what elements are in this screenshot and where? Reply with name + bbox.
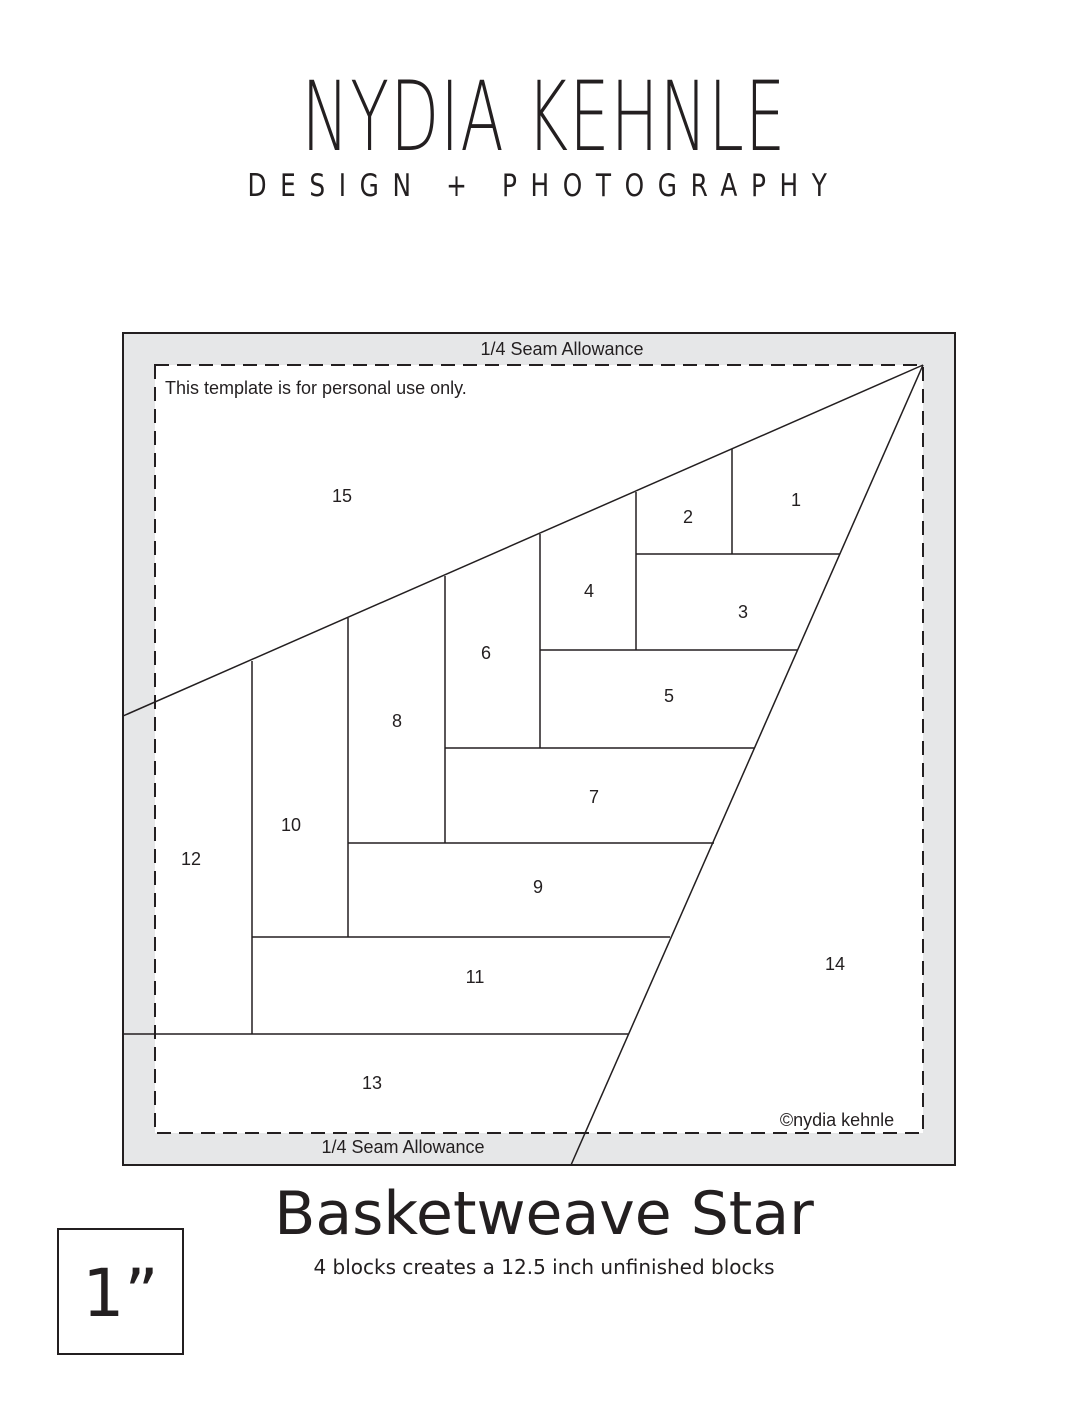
usage-note: This template is for personal use only. — [165, 378, 467, 398]
copyright-note: ©nydia kehnle — [779, 1110, 895, 1130]
piece-number-15: 15 — [331, 486, 353, 506]
scale-check-square — [57, 1228, 184, 1355]
scale-check-label: 1” — [82, 1255, 159, 1332]
piece-number-8: 8 — [391, 711, 403, 731]
piece-number-4: 4 — [583, 581, 595, 601]
piece-number-14: 14 — [824, 954, 846, 974]
pattern-subtitle: 4 blocks creates a 12.5 inch unfinished blocks — [313, 1255, 775, 1279]
finished-area — [155, 365, 923, 1133]
piece-number-7: 7 — [588, 787, 600, 807]
seam-allowance-top-label: 1/4 Seam Allowance — [480, 339, 644, 359]
piece-number-12: 12 — [180, 849, 202, 869]
piece-number-11: 11 — [465, 967, 485, 987]
piece-number-3: 3 — [737, 602, 749, 622]
piece-number-9: 9 — [532, 877, 544, 897]
logo-tagline: DESIGN + PHOTOGRAPHY — [247, 168, 841, 204]
piece-number-6: 6 — [480, 643, 492, 663]
piece-number-13: 13 — [361, 1073, 383, 1093]
piece-number-5: 5 — [663, 686, 675, 706]
piece-number-1: 1 — [790, 490, 802, 510]
piece-number-10: 10 — [280, 815, 302, 835]
seam-allowance-bottom-label: 1/4 Seam Allowance — [321, 1137, 485, 1157]
piece-number-2: 2 — [682, 507, 694, 527]
logo-name: NYDIA KEHNLE — [301, 61, 787, 173]
pattern-title: Basketweave Star — [274, 1179, 814, 1249]
